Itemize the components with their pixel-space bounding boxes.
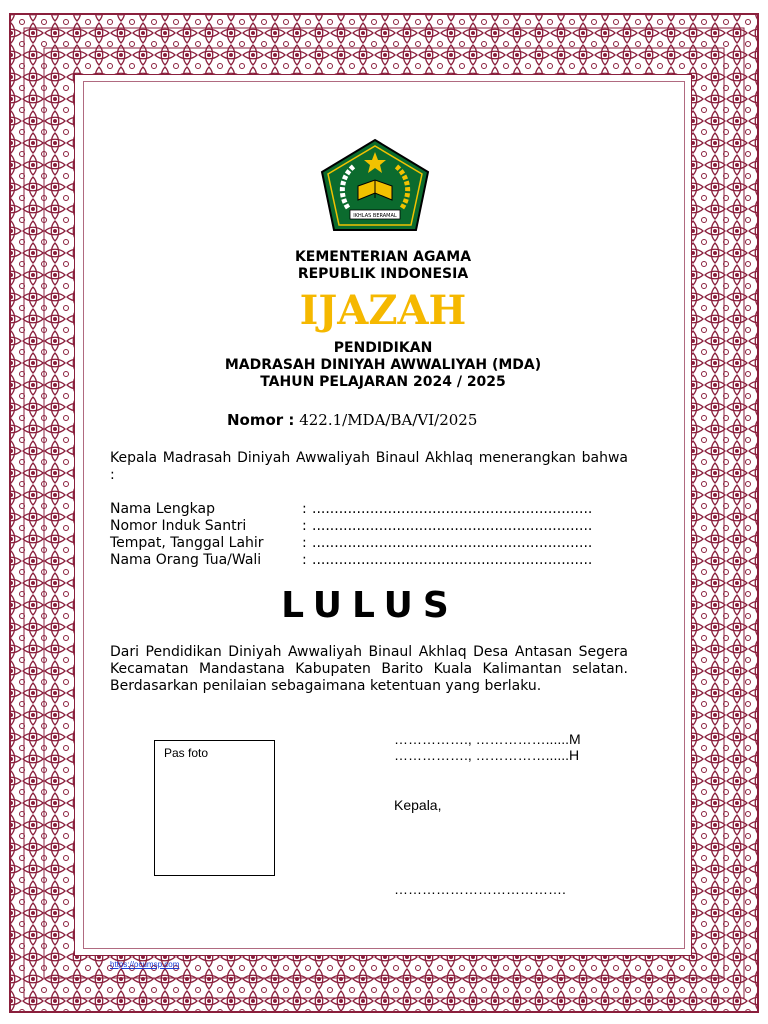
date-hijri: ……………., ……………......H — [394, 747, 580, 763]
ministry-line-1: KEMENTERIAN AGAMA — [294, 249, 472, 265]
nomor-value: 422.1/MDA/BA/VI/2025 — [299, 411, 478, 429]
signer-name-line: ………………………………. — [394, 881, 566, 897]
field-row — [110, 518, 592, 535]
field-separator: : — [302, 552, 307, 568]
field-value: ............................................................... — [312, 501, 593, 517]
date-masehi: ……………., ……………......M — [394, 731, 581, 747]
nomor-label: Nomor : — [227, 411, 295, 429]
field-separator: : — [302, 518, 307, 534]
field-value: ............................................................... — [312, 518, 593, 534]
education-line-1: PENDIDIKAN — [333, 340, 433, 356]
field-row — [110, 535, 592, 552]
student-fields — [110, 501, 592, 569]
photo-label: Pas foto — [164, 746, 209, 760]
status-heading: LULUS — [281, 585, 459, 626]
source-link[interactable]: https://ocumsp.com — [110, 960, 180, 969]
education-heading — [75, 340, 691, 391]
ministry-line-2: REPUBLIK INDONESIA — [297, 266, 469, 282]
certificate-page — [74, 74, 692, 969]
photo-box — [154, 740, 275, 876]
field-separator: : — [302, 535, 307, 551]
certificate-number — [227, 410, 477, 430]
field-separator: : — [302, 501, 307, 517]
field-value: ............................................................... — [312, 535, 593, 551]
kemenag-emblem-icon — [320, 138, 430, 233]
education-line-2: MADRASAH DINIYAH AWWALIYAH (MDA) — [224, 357, 542, 373]
field-label: Nomor Induk Santri — [110, 518, 247, 534]
education-line-3: TAHUN PELAJARAN 2024 / 2025 — [260, 374, 506, 390]
emblem-motto: IKHLAS BERAMAL — [353, 213, 397, 219]
intro-paragraph: Kepala Madrasah Diniyah Awwaliyah Binaul Akhlaq menerangkan bahwa : — [110, 450, 628, 483]
certificate-title: IJAZAH — [299, 287, 467, 334]
field-label: Nama Lengkap — [110, 501, 215, 517]
field-row — [110, 501, 592, 518]
field-label: Tempat, Tanggal Lahir — [110, 535, 264, 551]
field-label: Nama Orang Tua/Wali — [110, 552, 262, 568]
field-value: ............................................................... — [312, 552, 593, 568]
field-row — [110, 552, 592, 569]
signer-title: Kepala, — [394, 797, 442, 813]
result-paragraph: Dari Pendidikan Diniyah Awwaliyah Binaul Akhlaq Desa Antasan Segera Kecamatan Mandastana Kabupaten Barito Kuala Kalimantan selatan. Berdasarkan penilaian sebagaimana ketentuan yang berlaku. — [110, 644, 628, 694]
ministry-heading — [75, 249, 691, 283]
